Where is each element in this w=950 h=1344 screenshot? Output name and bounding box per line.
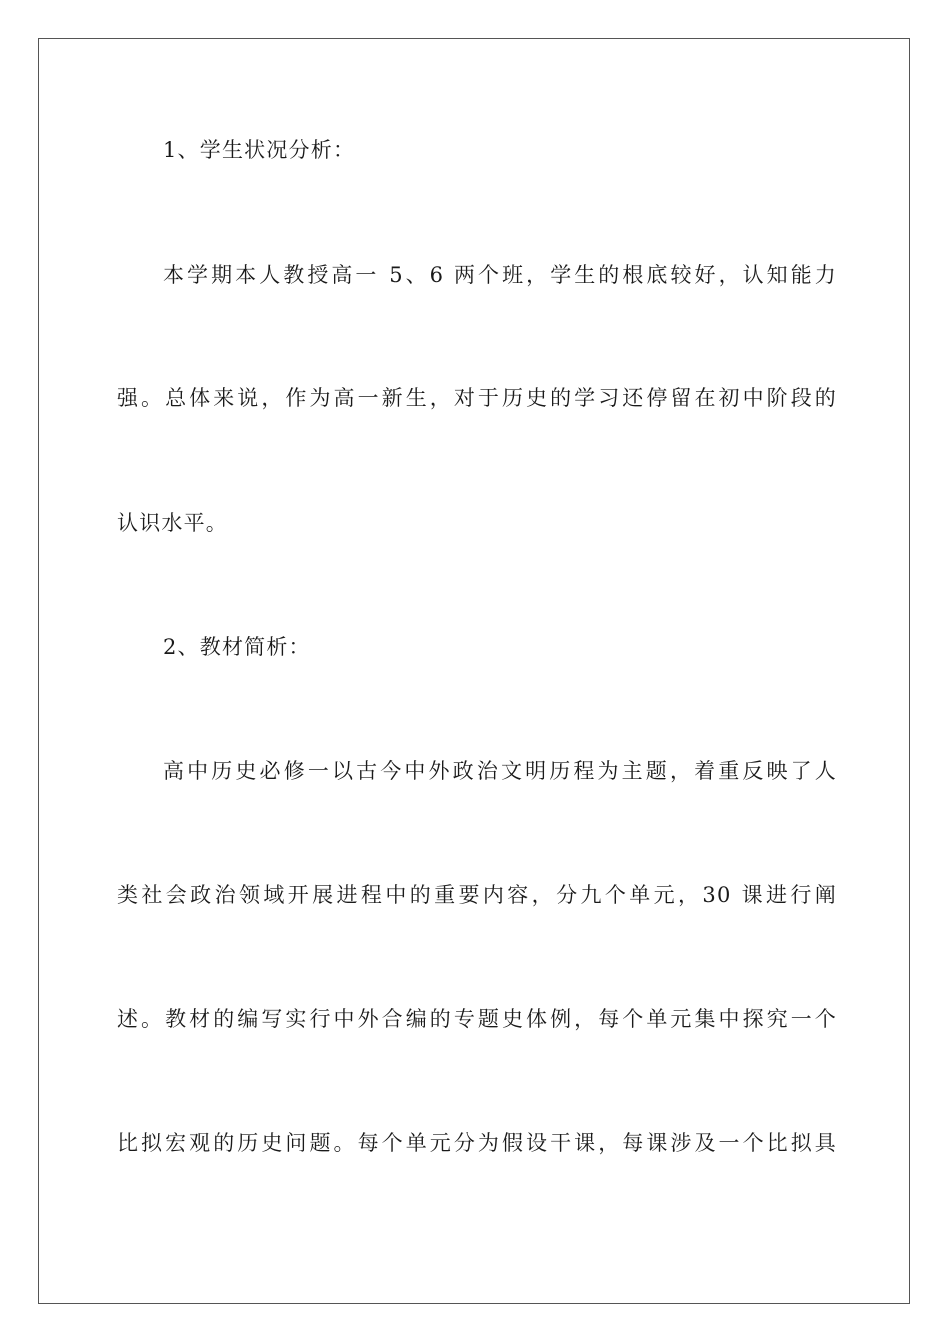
paragraph-line: 比拟宏观的历史问题。每个单元分为假设干课，每课涉及一个比拟具 — [117, 1131, 837, 1155]
paragraph-line: 认识水平。 — [117, 511, 228, 535]
paragraph-line: 述。教材的编写实行中外合编的专题史体例，每个单元集中探究一个 — [117, 1007, 837, 1031]
paragraph-line: 强。总体来说，作为高一新生，对于历史的学习还停留在初中阶段的 — [117, 386, 837, 410]
paragraph-line: 高中历史必修一以古今中外政治文明历程为主题，着重反映了人 — [163, 759, 837, 783]
section-heading-textbook-analysis: 2、教材简析： — [163, 635, 311, 659]
section-heading-student-analysis: 1、学生状况分析： — [163, 138, 356, 162]
paragraph-line: 本学期本人教授高一 5、6 两个班，学生的根底较好，认知能力 — [163, 263, 837, 287]
paragraph-line: 类社会政治领域开展进程中的重要内容，分九个单元，30 课进行阐 — [117, 883, 837, 907]
page-border — [38, 38, 910, 1304]
